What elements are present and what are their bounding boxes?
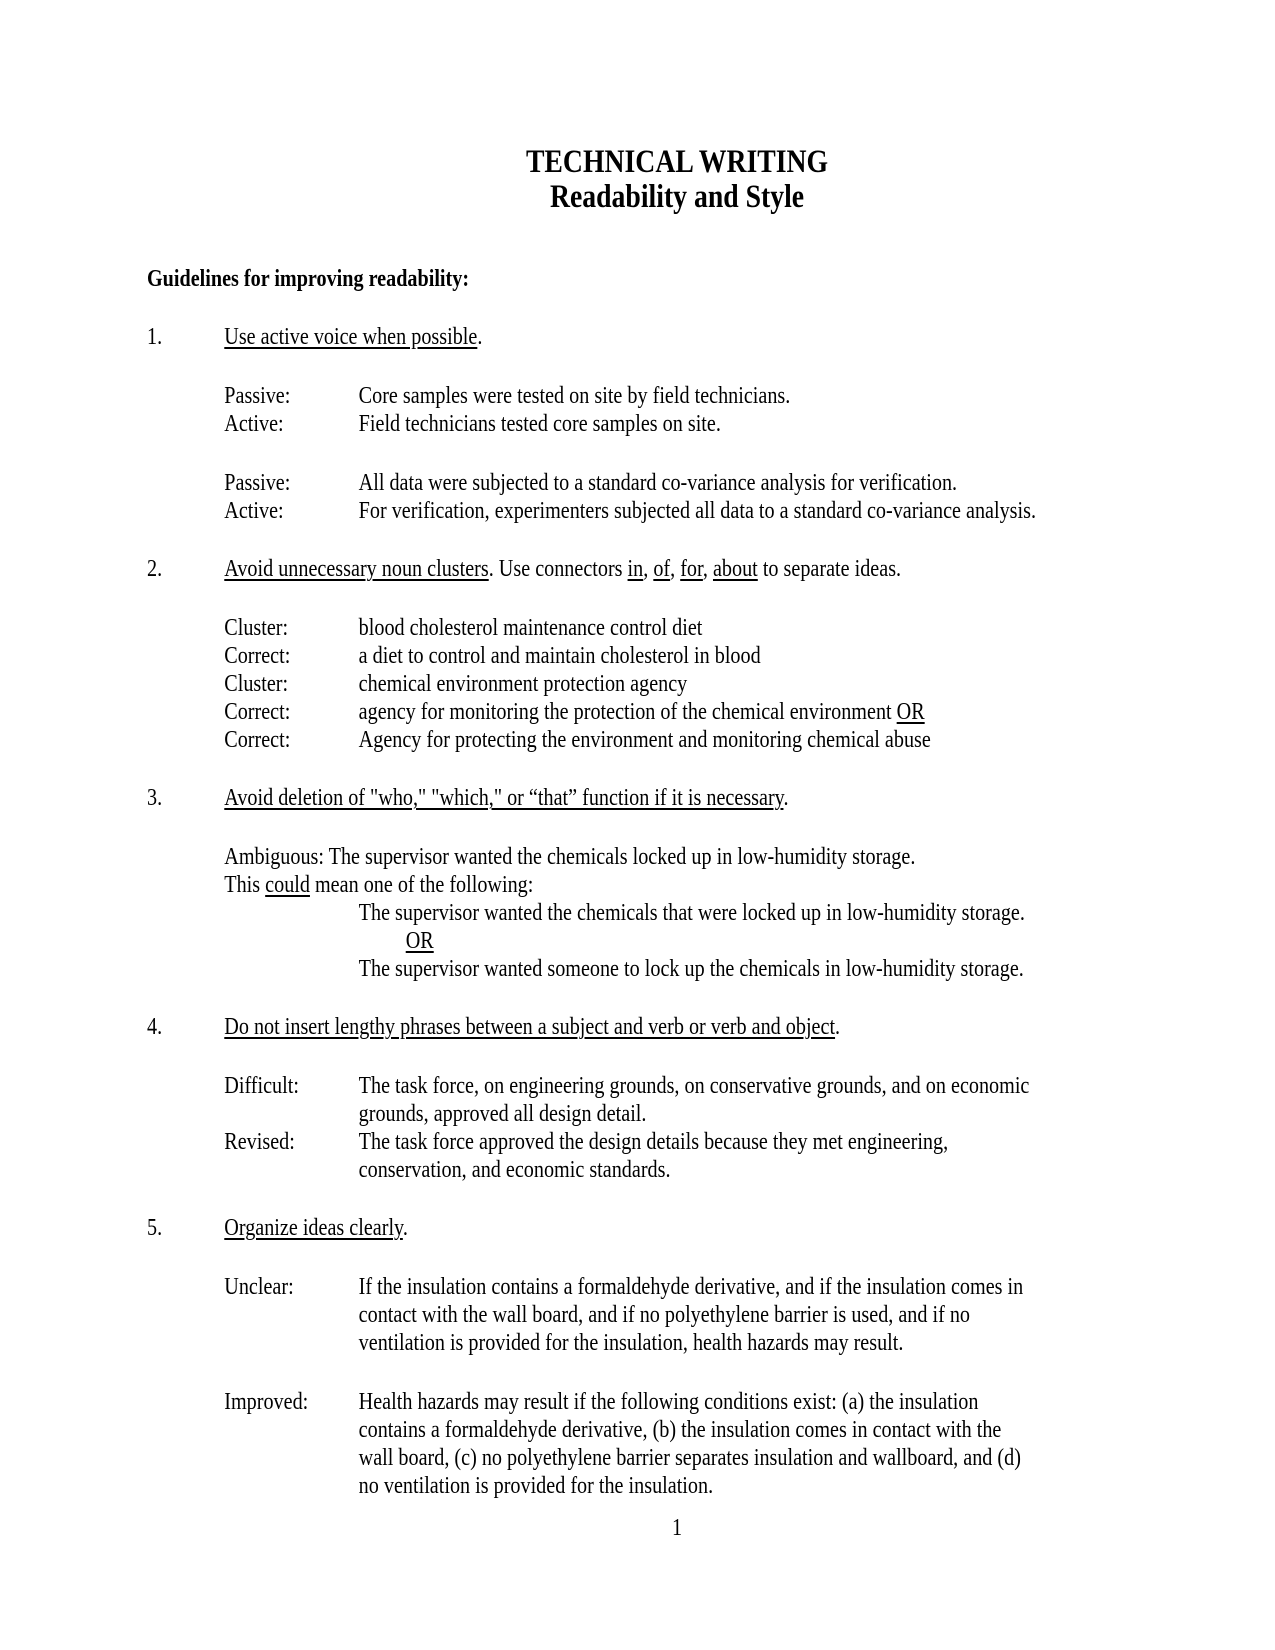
guideline-heading-text xyxy=(224,1013,840,1041)
example-label: Correct: xyxy=(224,699,291,725)
example-label: Revised: xyxy=(224,1129,295,1155)
example-row xyxy=(224,469,1128,497)
example-label: Active: xyxy=(224,411,284,437)
text-segment: contains a formaldehyde derivative, (b) the insulation comes in contact with the xyxy=(358,1417,1002,1443)
guideline-heading xyxy=(147,1214,1128,1242)
guideline-item xyxy=(147,323,1128,525)
example-label: Cluster: xyxy=(224,671,289,697)
text-line xyxy=(359,1388,1021,1416)
text-segment: . xyxy=(477,324,483,350)
text-segment: wall board, (c) no polyethylene barrier separates insulation and wallboard, and (d) xyxy=(358,1445,1021,1471)
example-label: Active: xyxy=(224,498,284,524)
text-line xyxy=(359,1273,1024,1301)
text-segment: All data were subjected to a standard co-variance analysis for verification. xyxy=(358,470,958,496)
text-line xyxy=(359,1329,1024,1357)
text-segment: Do not insert lengthy phrases between a subject and verb or verb and object xyxy=(224,1014,836,1040)
example-text xyxy=(359,469,957,497)
example-row xyxy=(406,927,1128,955)
example-text xyxy=(359,726,931,754)
text-line xyxy=(359,410,721,438)
example-group xyxy=(224,1388,1128,1500)
text-line xyxy=(359,1301,1024,1329)
example-row xyxy=(224,843,1128,871)
guideline-heading xyxy=(147,784,1128,812)
text-line xyxy=(359,382,791,410)
document-subtitle: Readability and Style xyxy=(549,179,805,215)
text-segment: Organize ideas clearly xyxy=(224,1215,403,1241)
guideline-number: 2. xyxy=(147,556,163,582)
text-segment: agency for monitoring the protection of the chemical environment xyxy=(358,699,897,725)
example-row xyxy=(224,1273,1128,1357)
text-line xyxy=(224,871,533,899)
example-row xyxy=(224,1388,1128,1500)
example-row xyxy=(224,726,1128,754)
text-segment: . xyxy=(835,1014,841,1040)
example-text xyxy=(359,410,721,438)
text-segment: contact with the wall board, and if no polyethylene barrier is used, and if no xyxy=(358,1302,971,1328)
example-text xyxy=(224,843,915,871)
text-segment: . Use connectors xyxy=(488,556,628,582)
example-text xyxy=(359,1072,1030,1128)
text-segment: The task force approved the design details because they met engineering, xyxy=(358,1129,949,1155)
example-row xyxy=(224,410,1128,438)
example-label: Passive: xyxy=(224,383,291,409)
guideline-heading xyxy=(147,323,1128,351)
text-segment: about xyxy=(712,556,758,582)
text-line xyxy=(359,1156,948,1184)
text-segment: of xyxy=(653,556,671,582)
example-text xyxy=(359,382,791,410)
example-group xyxy=(224,469,1128,525)
guideline-item xyxy=(147,555,1128,754)
example-text xyxy=(359,642,761,670)
text-segment: could xyxy=(265,872,310,898)
guideline-item xyxy=(147,1013,1128,1184)
example-row xyxy=(359,955,1128,983)
example-text xyxy=(406,927,434,955)
example-row xyxy=(224,871,1128,899)
text-segment: Agency for protecting the environment and monitoring chemical abuse xyxy=(358,727,931,753)
example-text xyxy=(359,670,688,698)
text-segment: This xyxy=(224,872,266,898)
text-segment: a diet to control and maintain cholesterol in blood xyxy=(358,643,761,669)
text-line xyxy=(359,497,1036,525)
example-text xyxy=(359,1128,948,1184)
text-line xyxy=(359,670,688,698)
guideline-heading xyxy=(147,1013,1128,1041)
example-row xyxy=(224,382,1128,410)
guideline-item xyxy=(147,1214,1128,1500)
text-segment: , xyxy=(670,556,681,582)
text-line xyxy=(359,1128,948,1156)
example-text xyxy=(359,1388,1021,1500)
text-line xyxy=(359,1444,1021,1472)
example-text xyxy=(359,1273,1024,1357)
example-row xyxy=(224,1072,1128,1128)
page-content xyxy=(147,145,1128,1542)
example-group xyxy=(224,843,1128,983)
page-number: 1 xyxy=(672,1515,683,1541)
text-segment: OR xyxy=(405,928,434,954)
text-segment: ventilation is provided for the insulation, health hazards may result. xyxy=(358,1330,904,1356)
text-line xyxy=(406,927,434,955)
text-segment: Avoid unnecessary noun clusters xyxy=(224,556,489,582)
text-segment: , xyxy=(702,556,713,582)
text-segment: Core samples were tested on site by field technicians. xyxy=(358,383,791,409)
text-segment: For verification, experimenters subjected all data to a standard co-variance analysis. xyxy=(358,498,1037,524)
guideline-heading-text xyxy=(224,784,788,812)
guideline-number: 4. xyxy=(147,1014,163,1040)
example-label: Passive: xyxy=(224,470,291,496)
text-segment: chemical environment protection agency xyxy=(358,671,688,697)
text-segment: OR xyxy=(896,699,925,725)
text-line xyxy=(359,726,931,754)
text-line xyxy=(359,1472,1021,1500)
guideline-item xyxy=(147,784,1128,983)
example-text xyxy=(359,899,1025,927)
example-group xyxy=(224,382,1128,438)
example-row xyxy=(359,899,1128,927)
guideline-number: 1. xyxy=(147,324,163,350)
text-line xyxy=(224,843,915,871)
guideline-heading xyxy=(147,555,1128,583)
text-segment: If the insulation contains a formaldehyde derivative, and if the insulation comes in xyxy=(358,1274,1024,1300)
document-title: TECHNICAL WRITING xyxy=(525,144,829,180)
text-segment: Health hazards may result if the following conditions exist: (a) the insulation xyxy=(358,1389,979,1415)
text-line xyxy=(359,899,1025,927)
guideline-heading-text xyxy=(224,323,482,351)
text-segment: The supervisor wanted someone to lock up the chemicals in low-humidity storage. xyxy=(358,956,1024,982)
example-group xyxy=(224,1273,1128,1357)
guideline-number: 5. xyxy=(147,1215,163,1241)
text-segment: blood cholesterol maintenance control diet xyxy=(358,615,703,641)
text-line xyxy=(359,1072,1030,1100)
text-segment: , xyxy=(643,556,654,582)
example-row xyxy=(224,670,1128,698)
text-line xyxy=(359,1416,1021,1444)
text-segment: Avoid deletion of "who," "which," or “that” function if it is necessary xyxy=(224,785,784,811)
guideline-number: 3. xyxy=(147,785,163,811)
example-label: Difficult: xyxy=(224,1073,299,1099)
example-text xyxy=(359,698,925,726)
example-text xyxy=(359,955,1024,983)
text-segment: for xyxy=(680,556,703,582)
text-segment: mean one of the following: xyxy=(309,872,534,898)
text-segment: . xyxy=(402,1215,408,1241)
example-label: Unclear: xyxy=(224,1274,294,1300)
text-segment: in xyxy=(627,556,644,582)
guideline-heading-text xyxy=(224,555,901,583)
document-title-block xyxy=(147,145,1128,215)
text-segment: Field technicians tested core samples on site. xyxy=(358,411,721,437)
text-line xyxy=(359,614,703,642)
text-segment: Ambiguous: The supervisor wanted the chemicals locked up in low-humidity storage. xyxy=(224,844,916,870)
text-segment: The task force, on engineering grounds, on conservative grounds, and on economic xyxy=(358,1073,1030,1099)
example-label: Cluster: xyxy=(224,615,289,641)
text-line xyxy=(359,698,925,726)
text-line xyxy=(359,955,1024,983)
text-line xyxy=(359,469,957,497)
section-heading: Guidelines for improving readability: xyxy=(147,266,470,292)
example-label: Correct: xyxy=(224,727,291,753)
example-row xyxy=(224,642,1128,670)
example-text xyxy=(359,614,703,642)
example-label: Correct: xyxy=(224,643,291,669)
example-text xyxy=(224,871,533,899)
text-line xyxy=(359,642,761,670)
text-segment: The supervisor wanted the chemicals that were locked up in low-humidity storage. xyxy=(358,900,1025,926)
guideline-heading-text xyxy=(224,1214,408,1242)
text-segment: no ventilation is provided for the insulation. xyxy=(358,1473,714,1499)
example-row xyxy=(224,497,1128,525)
text-segment: to separate ideas. xyxy=(757,556,902,582)
text-segment: conservation, and economic standards. xyxy=(358,1157,671,1183)
example-row xyxy=(224,698,1128,726)
guidelines-list xyxy=(147,323,1128,1500)
text-segment: Use active voice when possible xyxy=(224,324,478,350)
example-row xyxy=(224,614,1128,642)
text-line xyxy=(359,1100,1030,1128)
example-label: Improved: xyxy=(224,1389,309,1415)
text-segment: grounds, approved all design detail. xyxy=(358,1101,647,1127)
example-group xyxy=(224,1072,1128,1184)
example-group xyxy=(224,614,1128,754)
text-segment: . xyxy=(783,785,789,811)
example-text xyxy=(359,497,1036,525)
example-row xyxy=(224,1128,1128,1184)
